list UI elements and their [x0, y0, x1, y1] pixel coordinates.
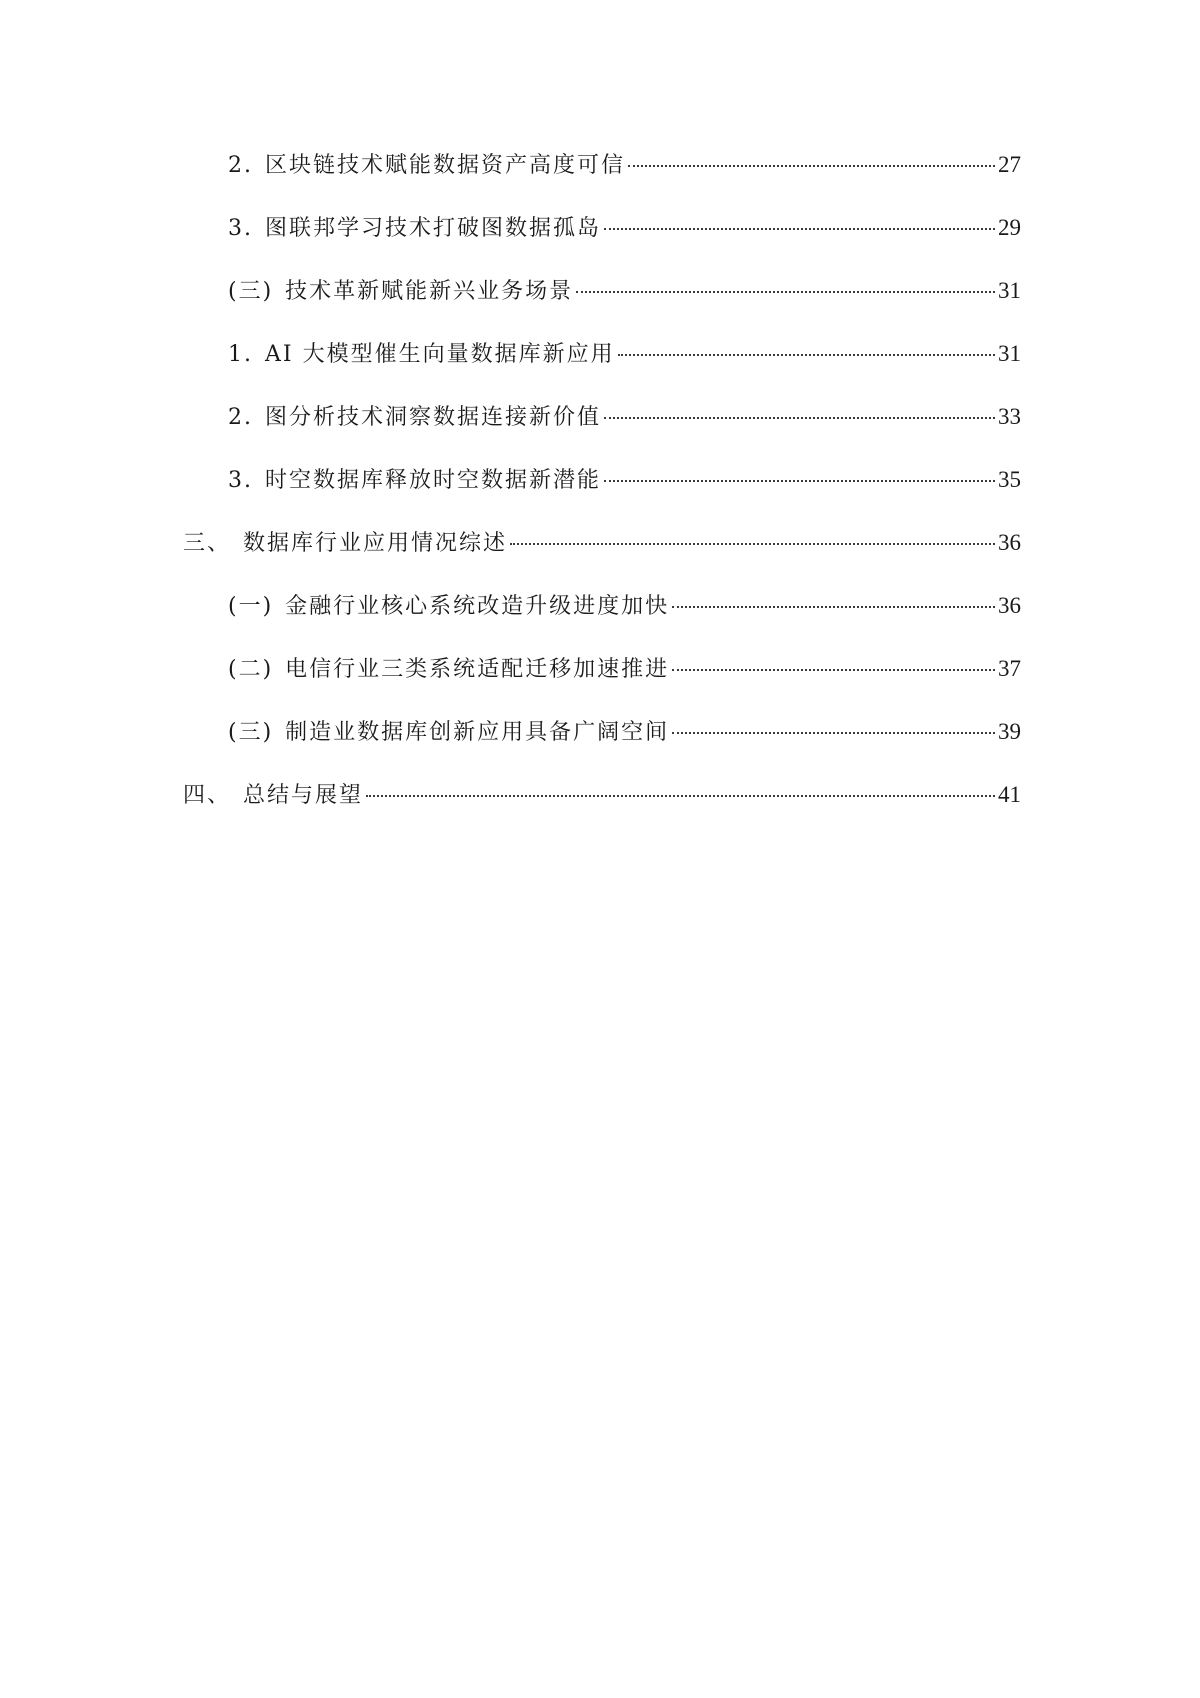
toc-entry-page-number: 35 — [998, 467, 1021, 492]
toc-entry[interactable] — [183, 465, 1021, 528]
toc-entry-number: 2. — [228, 153, 253, 178]
toc-entry-page-number: 39 — [998, 719, 1021, 744]
dot-leader — [366, 795, 995, 797]
toc-entry-title: 图分析技术洞察数据连接新价值 — [265, 405, 602, 430]
toc-entry[interactable] — [183, 591, 1021, 654]
dot-leader — [672, 732, 995, 734]
toc-entry-page-number: 27 — [998, 152, 1021, 177]
toc-entry-title: 时空数据库释放时空数据新潜能 — [265, 468, 602, 493]
toc-entry[interactable] — [183, 717, 1021, 780]
toc-entry[interactable] — [183, 150, 1021, 213]
toc-entry[interactable] — [183, 276, 1021, 339]
toc-entry-number: (三) — [228, 279, 274, 304]
table-of-contents — [183, 150, 1021, 843]
toc-entry-title: 总结与展望 — [243, 783, 364, 808]
dot-leader — [604, 228, 995, 230]
toc-entry-number: 四、 — [183, 783, 232, 808]
toc-entry-title: 技术革新赋能新兴业务场景 — [285, 279, 574, 304]
toc-entry-number: (二) — [228, 657, 274, 682]
toc-entry[interactable] — [183, 339, 1021, 402]
toc-entry-number: 2. — [228, 405, 253, 430]
toc-chapter-entry[interactable] — [183, 780, 1021, 843]
toc-entry-page-number: 33 — [998, 404, 1021, 429]
dot-leader — [604, 417, 995, 419]
toc-entry-title: 数据库行业应用情况综述 — [243, 531, 508, 556]
toc-entry[interactable] — [183, 402, 1021, 465]
dot-leader — [672, 669, 995, 671]
toc-entry-number: (一) — [228, 594, 274, 619]
toc-entry-title: 金融行业核心系统改造升级进度加快 — [285, 594, 670, 619]
dot-leader — [672, 606, 995, 608]
dot-leader — [576, 291, 995, 293]
dot-leader — [510, 543, 995, 545]
toc-entry-title: 图联邦学习技术打破图数据孤岛 — [265, 216, 602, 241]
dot-leader — [628, 165, 995, 167]
toc-entry-page-number: 36 — [998, 593, 1021, 618]
toc-entry-title: 电信行业三类系统适配迁移加速推进 — [285, 657, 670, 682]
dot-leader — [618, 354, 995, 356]
toc-entry-page-number: 37 — [998, 656, 1021, 681]
toc-entry-number: 3. — [228, 216, 253, 241]
dot-leader — [604, 480, 995, 482]
toc-entry-page-number: 41 — [998, 782, 1021, 807]
toc-entry-page-number: 36 — [998, 530, 1021, 555]
toc-entry[interactable] — [183, 213, 1021, 276]
toc-entry-title: 制造业数据库创新应用具备广阔空间 — [285, 720, 670, 745]
toc-entry-page-number: 29 — [998, 215, 1021, 240]
toc-entry-page-number: 31 — [998, 341, 1021, 366]
toc-entry-page-number: 31 — [998, 278, 1021, 303]
toc-entry-title: 区块链技术赋能数据资产高度可信 — [265, 153, 626, 178]
toc-entry-number: 3. — [228, 468, 253, 493]
toc-entry-number: 三、 — [183, 531, 232, 556]
toc-entry-number: (三) — [228, 720, 274, 745]
toc-chapter-entry[interactable] — [183, 528, 1021, 591]
toc-entry-title: AI 大模型催生向量数据库新应用 — [265, 342, 615, 367]
toc-entry[interactable] — [183, 654, 1021, 717]
toc-entry-number: 1. — [228, 342, 253, 367]
